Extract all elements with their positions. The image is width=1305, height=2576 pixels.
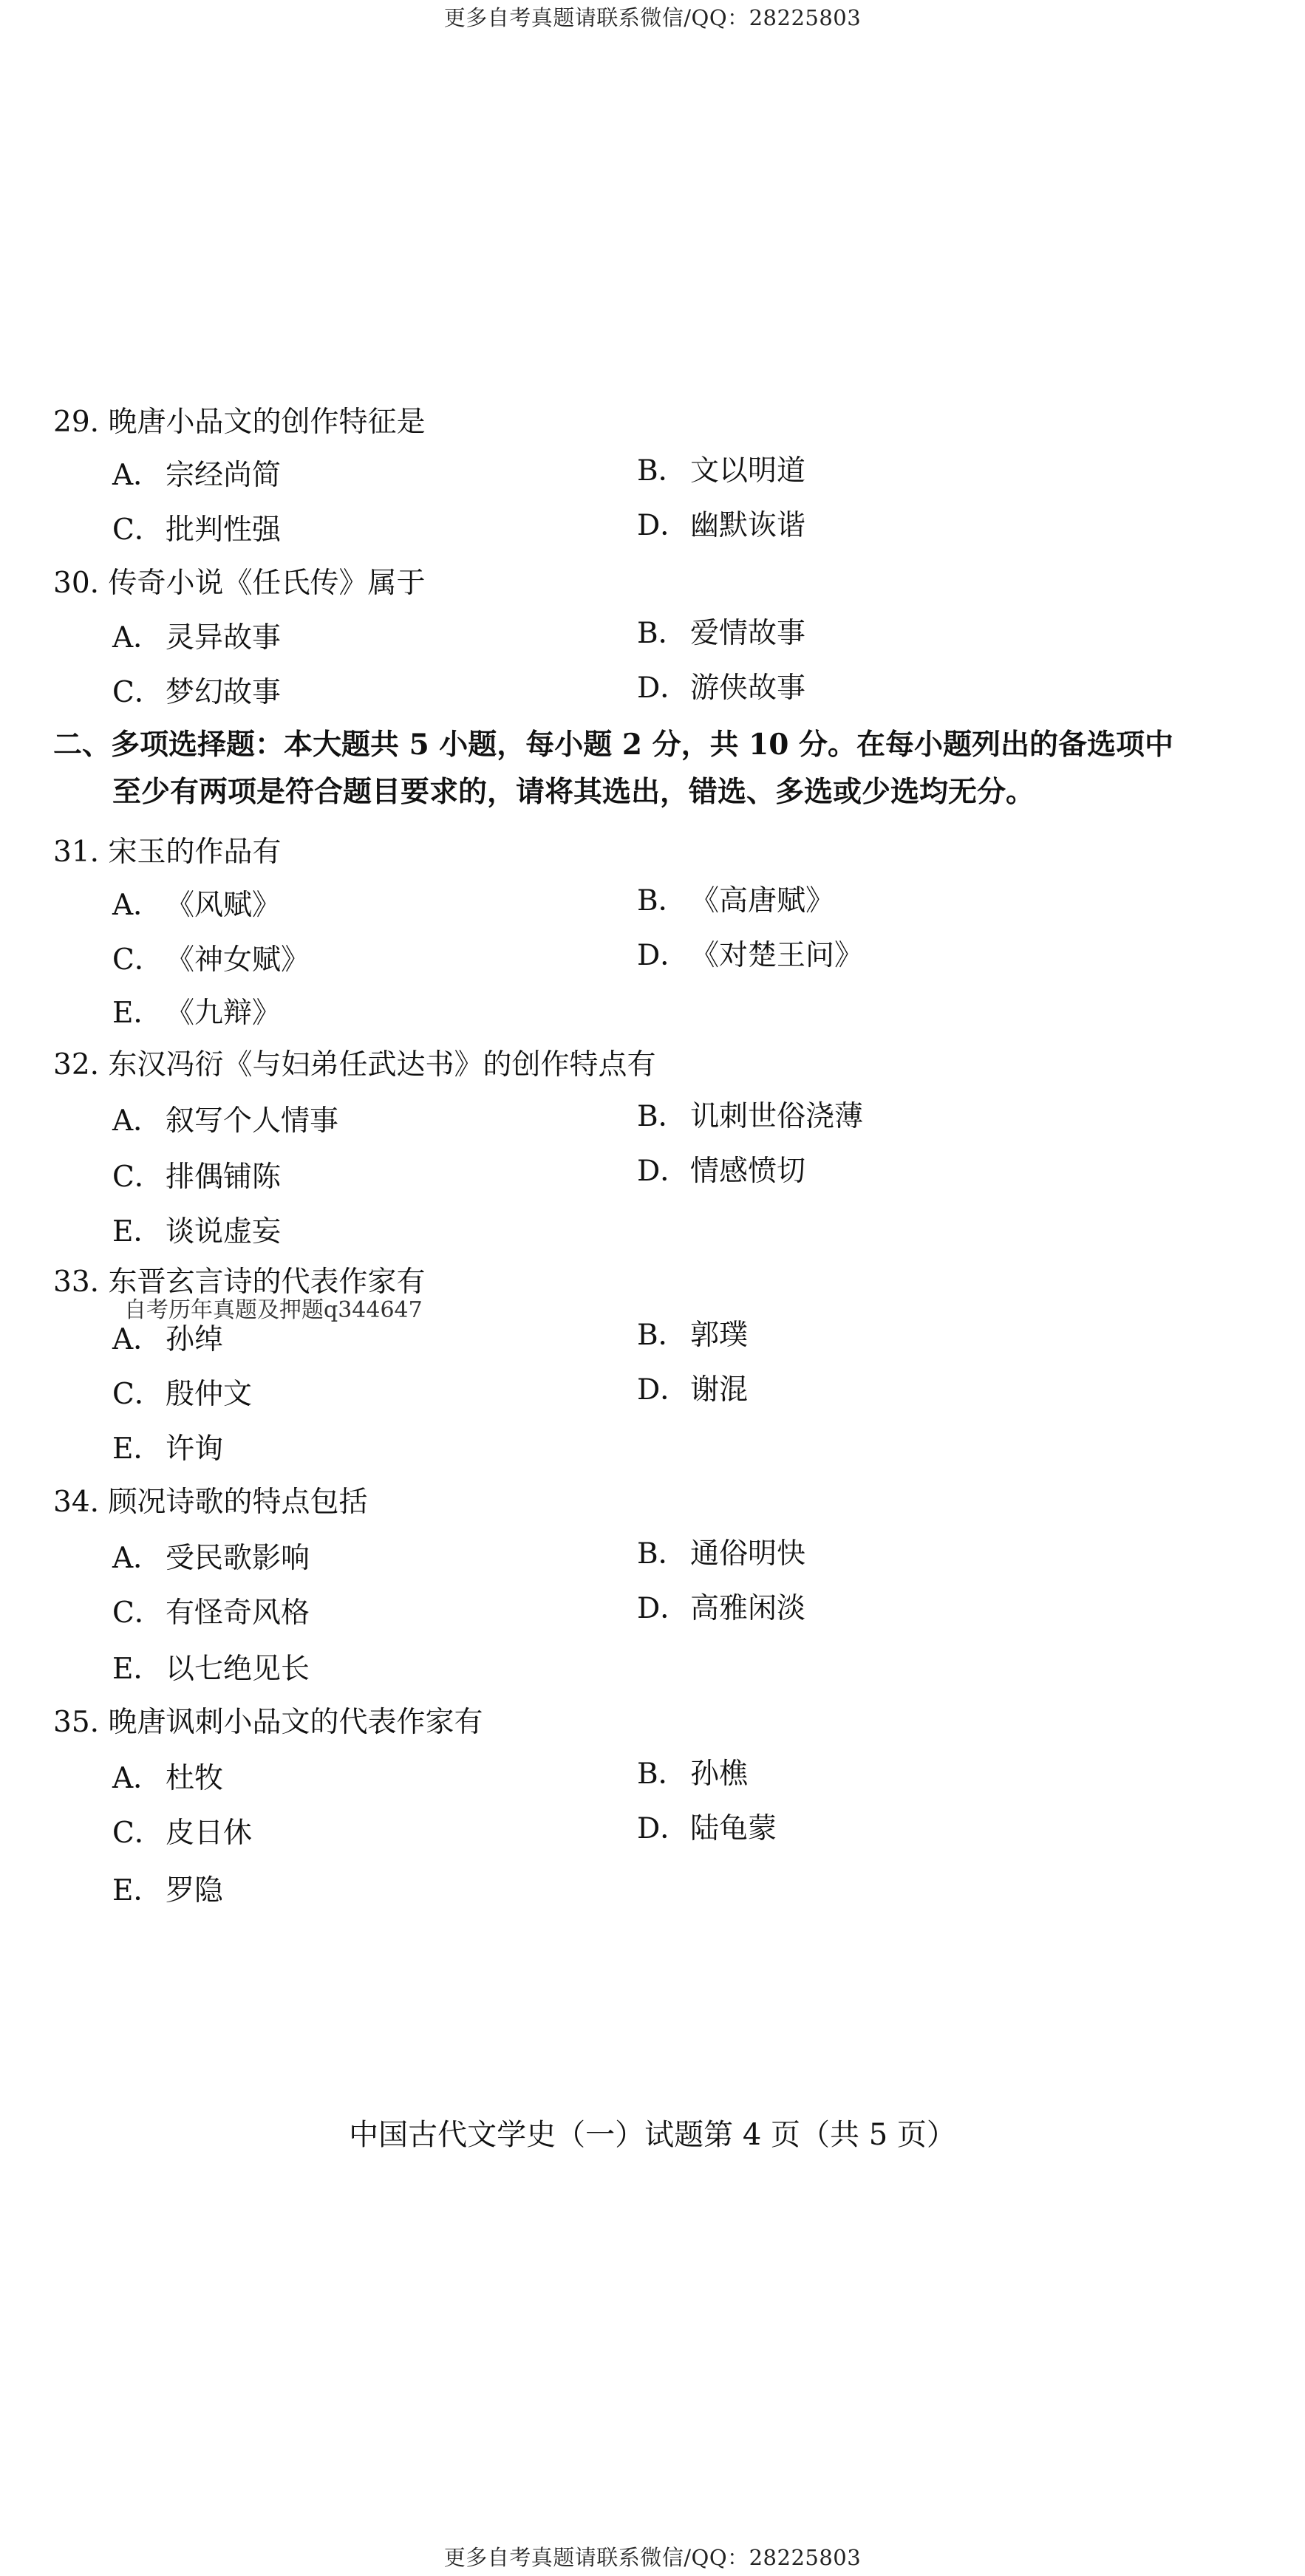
option-b: B． 《高唐赋》 bbox=[637, 884, 835, 918]
option-a: A． 灵异故事 bbox=[112, 621, 282, 655]
option-d: D．陆龟蒙 bbox=[637, 1812, 777, 1845]
option-b: B． 讥刺世俗浇薄 bbox=[637, 1100, 864, 1133]
option-c: C．有怪奇风格 bbox=[112, 1596, 310, 1630]
option-d: D．《对楚王问》 bbox=[637, 939, 864, 972]
question-number: 30. bbox=[53, 567, 100, 600]
question-text: 顾况诗歌的特点包括 bbox=[108, 1486, 368, 1519]
question-number: 32. bbox=[53, 1048, 100, 1082]
option-c: C．梦幻故事 bbox=[112, 676, 282, 709]
option-a: A． 宗经尚简 bbox=[112, 459, 282, 492]
option-a: A． 受民歌影响 bbox=[112, 1542, 310, 1575]
option-e: E． 以七绝见长 bbox=[112, 1653, 310, 1686]
question-text: 传奇小说《任氏传》属于 bbox=[108, 567, 426, 600]
question-number: 29. bbox=[53, 406, 100, 439]
option-d: D．高雅闲淡 bbox=[637, 1592, 806, 1625]
option-a: A． 孙绰 bbox=[112, 1323, 224, 1356]
question-text: 东汉冯衍《与妇弟任武达书》的创作特点有 bbox=[108, 1048, 656, 1082]
option-e: E． 许询 bbox=[112, 1432, 224, 1466]
question-number: 33. bbox=[53, 1265, 100, 1299]
option-c: C．批判性强 bbox=[112, 513, 282, 547]
option-b: B． 郭璞 bbox=[637, 1319, 749, 1352]
option-d: D．幽默诙谐 bbox=[637, 509, 806, 542]
option-c: C．排偶铺陈 bbox=[112, 1161, 282, 1194]
option-b: B． 爱情故事 bbox=[637, 617, 806, 650]
option-c: C．皮日休 bbox=[112, 1817, 253, 1850]
option-a: A． 叙写个人情事 bbox=[112, 1104, 339, 1138]
option-d: D．游侠故事 bbox=[637, 672, 806, 705]
section-instructions: 至少有两项是符合题目要求的，请将其选出，错选、多选或少选均无分。 bbox=[112, 775, 1035, 809]
option-a: A． 《风赋》 bbox=[112, 889, 282, 922]
question-number: 35. bbox=[53, 1706, 100, 1739]
question-number: 31. bbox=[53, 836, 100, 869]
option-e: E． 《九辩》 bbox=[112, 997, 282, 1030]
question-29 bbox=[53, 405, 425, 440]
page-footer: 中国古代文学史（一）试题第 4 页（共 5 页） bbox=[349, 2118, 956, 2152]
section-heading: 二、多项选择题：本大题共 5 小题，每小题 2 分，共 10 分。在每小题列出的备选项中 bbox=[53, 728, 1174, 762]
option-d: D．谢混 bbox=[637, 1373, 749, 1407]
contact-banner-top: 更多自考真题请联系微信/QQ：28225803 bbox=[443, 5, 862, 30]
option-c: C．殷仲文 bbox=[112, 1378, 253, 1411]
question-30 bbox=[53, 566, 425, 601]
question-34 bbox=[53, 1485, 367, 1520]
contact-banner-bottom: 更多自考真题请联系微信/QQ：28225803 bbox=[443, 2545, 862, 2570]
option-e: E． 罗隐 bbox=[112, 1874, 224, 1907]
option-c: C．《神女赋》 bbox=[112, 943, 310, 977]
option-b: B． 通俗明快 bbox=[637, 1537, 806, 1571]
option-b: B． 文以明道 bbox=[637, 454, 806, 488]
option-a: A． 杜牧 bbox=[112, 1762, 224, 1795]
question-31 bbox=[53, 835, 281, 870]
question-35 bbox=[53, 1705, 483, 1740]
question-number: 34. bbox=[53, 1486, 100, 1519]
option-d: D．情感愤切 bbox=[637, 1155, 806, 1188]
question-32 bbox=[53, 1048, 655, 1083]
question-text: 东晋玄言诗的代表作家有 bbox=[108, 1265, 426, 1299]
question-text: 晚唐小品文的创作特征是 bbox=[108, 406, 426, 439]
watermark: 自考历年真题及押题q344647 bbox=[124, 1297, 423, 1323]
question-text: 宋玉的作品有 bbox=[108, 836, 282, 869]
option-e: E． 谈说虚妄 bbox=[112, 1215, 282, 1248]
question-text: 晚唐讽刺小品文的代表作家有 bbox=[108, 1706, 483, 1739]
option-b: B． 孙樵 bbox=[637, 1757, 749, 1791]
